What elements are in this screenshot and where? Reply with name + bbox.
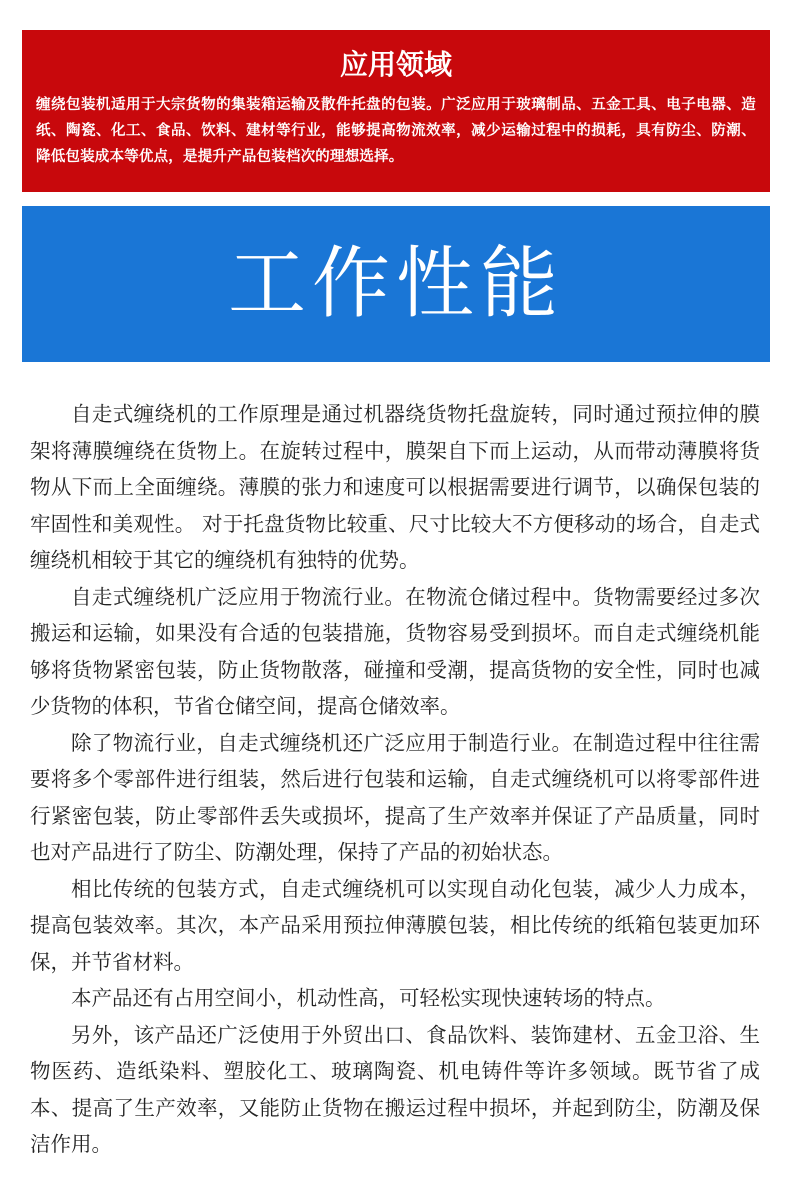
paragraph-logistics: 自走式缠绕机广泛应用于物流行业。在物流仓储过程中。货物需要经过多次搬运和运输，如果没有合适的包装措施，货物容易受到损坏。而自走式缠绕机能够将货物紧密包装，防止货物散落，碰撞和受潮，提高货物的安全性，同时也减少货物的体积，节省仓储空间，提高仓储效率。 (30, 584, 760, 718)
performance-title: 工作性能 (227, 239, 564, 329)
paragraph-fields: 另外，该产品还广泛使用于外贸出口、食品饮料、装饰建材、五金卫浴、生物医药、造纸染料、塑胶化工、玻璃陶瓷、机电铸件等许多领域。既节省了成本、提高了生产效率，又能防止货物在搬运过程中损坏，并起到防尘，防潮及保洁作用。 (30, 1022, 760, 1156)
paragraph-mobility: 本产品还有占用空间小，机动性高，可轻松实现快速转场的特点。 (71, 986, 666, 1010)
performance-banner (22, 206, 770, 362)
application-description: 缠绕包装机适用于大宗货物的集装箱运输及散件托盘的包装。广泛应用于玻璃制品、五金工具、电子电器、造纸、陶瓷、化工、食品、饮料、建材等行业，能够提高物流效率，减少运输过程中的损耗，具有防尘、防潮、降低包装成本等优点，是提升产品包装档次的理想选择。 (36, 97, 756, 165)
application-section (22, 30, 770, 192)
paragraph-manufacturing: 除了物流行业，自走式缠绕机还广泛应用于制造行业。在制造过程中往往需要将多个零部件进行组装，然后进行包装和运输，自走式缠绕机可以将零部件进行紧密包装，防止零部件丢失或损坏，提高了生产效率并保证了产品质量，同时也对产品进行了防尘、防潮处理，保持了产品的初始状态。 (30, 730, 760, 864)
performance-content (30, 396, 760, 1163)
paragraph-principle: 自走式缠绕机的工作原理是通过机器绕货物托盘旋转，同时通过预拉伸的膜架将薄膜缠绕在货物上。在旋转过程中，膜架自下而上运动，从而带动薄膜将货物从下而上全面缠绕。薄膜的张力和速度可以根据需要进行调节，以确保包装的牢固性和美观性。 对于托盘货物比较重、尺寸比较大不方便移动的场合，自走式缠绕机相较于其它的缠绕机有独特的优势。 (30, 402, 760, 572)
paragraph-advantages: 相比传统的包装方式，自走式缠绕机可以实现自动化包装，减少人力成本，提高包装效率。其次，本产品采用预拉伸薄膜包装，相比传统的纸箱包装更加环保，并节省材料。 (30, 876, 760, 974)
application-title: 应用领域 (339, 48, 452, 81)
